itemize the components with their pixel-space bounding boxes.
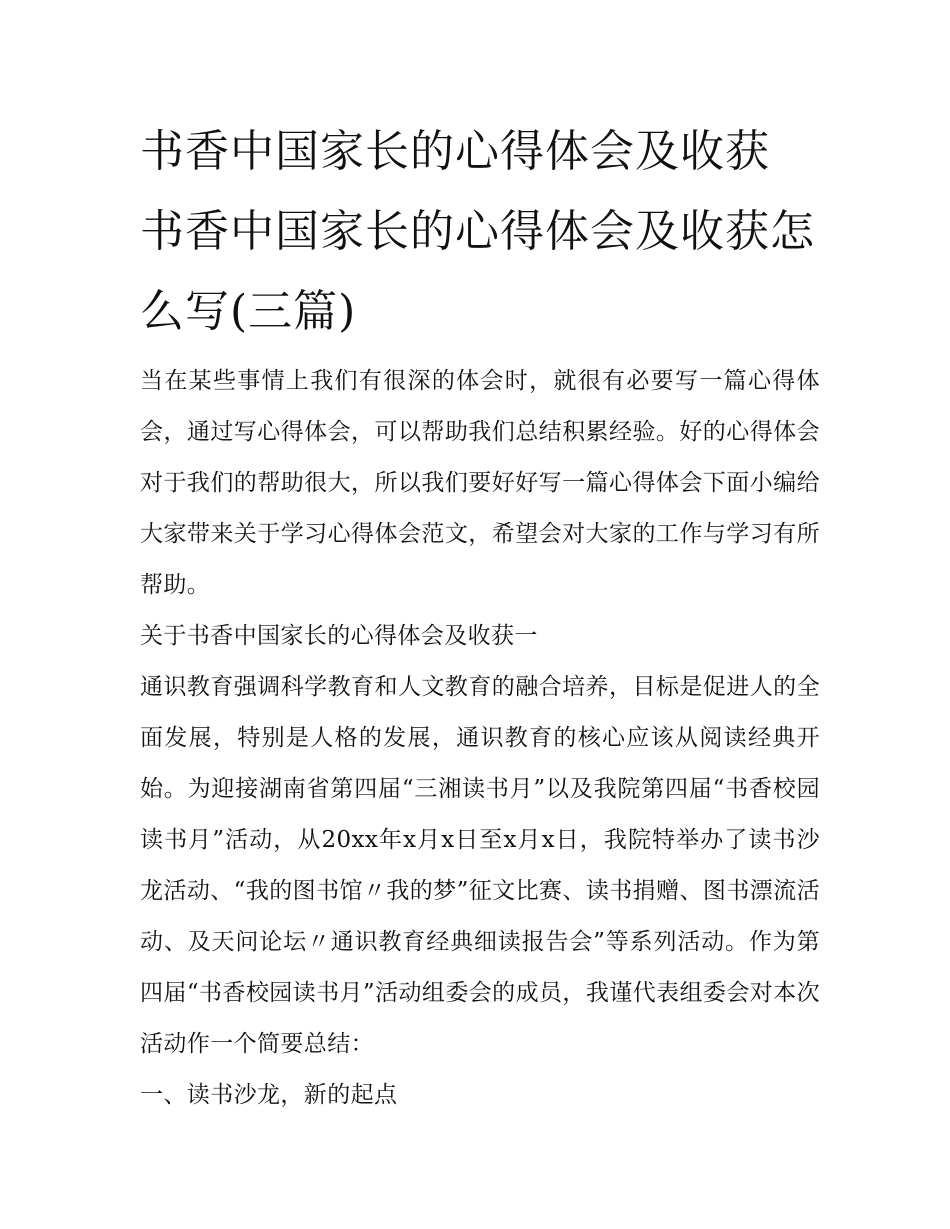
section-heading-one: 关于书香中国家长的心得体会及收获一 xyxy=(140,623,538,649)
document-body xyxy=(140,356,820,1121)
subsection-heading: 一、读书沙龙，新的起点 xyxy=(140,1082,398,1108)
document-page xyxy=(140,112,820,1121)
intro-paragraph: 当在某些事情上我们有很深的体会时，就很有必要写一篇心得体会，通过写心得体会，可以帮助我们总结积累经验。好的心得体会对于我们的帮助很大，所以我们要好好写一篇心得体会下面小编给大家带来关于学习心得体会范文，希望会对大家的工作与学习有所帮助。 xyxy=(140,368,820,598)
document-title: 书香中国家长的心得体会及收获 书香中国家长的心得体会及收获怎么写(三篇) xyxy=(140,126,815,337)
body-paragraph: 通识教育强调科学教育和人文教育的融合培养，目标是促进人的全面发展，特别是人格的发展，通识教育的核心应该从阅读经典开始。为迎接湖南省第四届“三湘读书月”以及我院第四届“书香校园读书月”活动，从20xx年x月x日至x月x日，我院特举办了读书沙龙活动、“我的图书馆〃我的梦”征文比赛、读书捐赠、图书漂流活动、及天问论坛〃通识教育经典细读报告会”等系列活动。作为第四届“书香校园读书月”活动组委会的成员，我谨代表组委会对本次活动作一个简要总结： xyxy=(140,674,820,1057)
